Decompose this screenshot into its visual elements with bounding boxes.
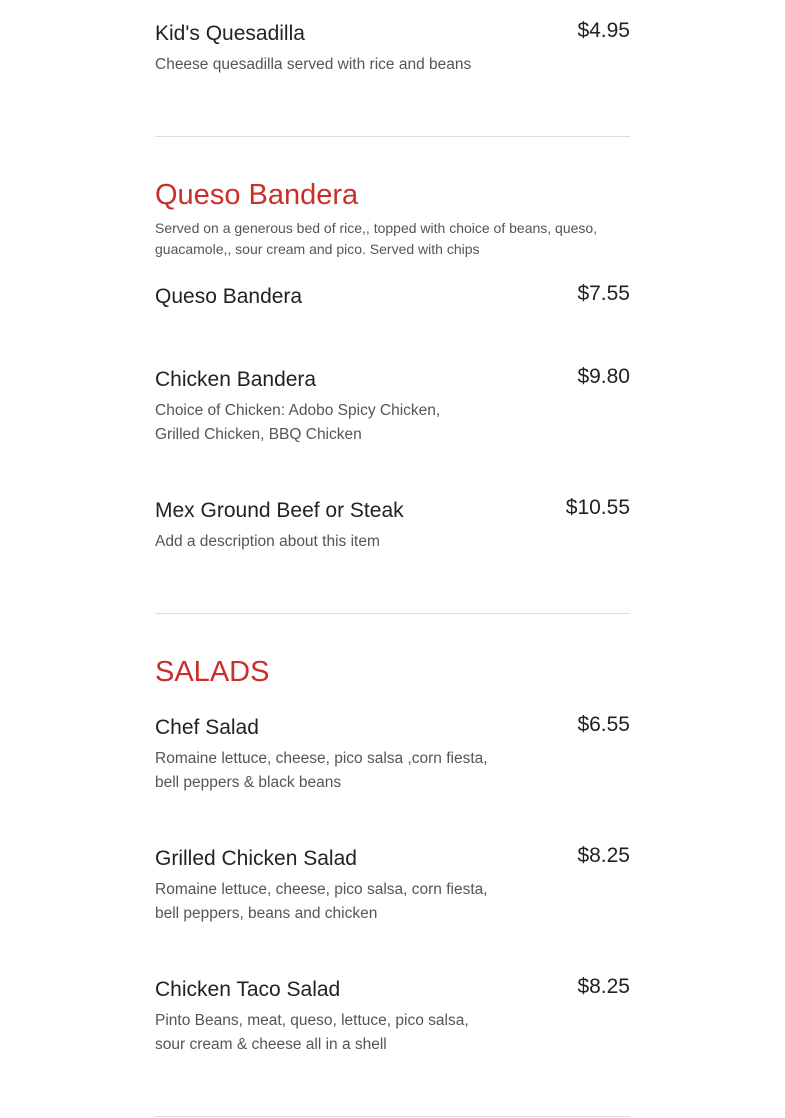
item-description: Romaine lettuce, cheese, pico salsa, corn fiesta, bell peppers, beans and chicken — [155, 881, 488, 922]
section-divider — [155, 1116, 630, 1117]
item-description: Choice of Chicken: Adobo Spicy Chicken, Grilled Chicken, BBQ Chicken — [155, 402, 441, 443]
item-name: Kid's Quesadilla — [155, 22, 305, 45]
item-description: Add a description about this item — [155, 533, 380, 550]
item-name: Chef Salad — [155, 716, 259, 739]
item-name: Chicken Taco Salad — [155, 978, 341, 1001]
item-name: Mex Ground Beef or Steak — [155, 499, 404, 522]
item-price: $9.80 — [577, 365, 630, 388]
item-price: $8.25 — [577, 844, 630, 867]
item-price: $6.55 — [577, 713, 630, 736]
section-title-salads: SALADS — [155, 656, 270, 688]
item-description: Cheese quesadilla served with rice and beans — [155, 56, 472, 73]
item-name: Grilled Chicken Salad — [155, 847, 357, 870]
section-divider — [155, 613, 630, 614]
item-price: $10.55 — [565, 496, 630, 519]
section-divider — [155, 136, 630, 137]
item-price: $8.25 — [577, 975, 630, 998]
item-description: Romaine lettuce, cheese, pico salsa ,corn fiesta, bell peppers & black beans — [155, 750, 488, 791]
item-price: $7.55 — [577, 282, 630, 305]
item-description: Pinto Beans, meat, queso, lettuce, pico salsa, sour cream & cheese all in a shell — [155, 1012, 469, 1053]
item-name: Queso Bandera — [155, 285, 303, 308]
item-price: $4.95 — [577, 19, 630, 42]
item-name: Chicken Bandera — [155, 368, 317, 391]
section-title-queso-bandera: Queso Bandera — [155, 179, 359, 211]
section-description: Served on a generous bed of rice,, topped with choice of beans, queso, guacamole,, sour cream and pico. Served with chips — [155, 220, 598, 257]
